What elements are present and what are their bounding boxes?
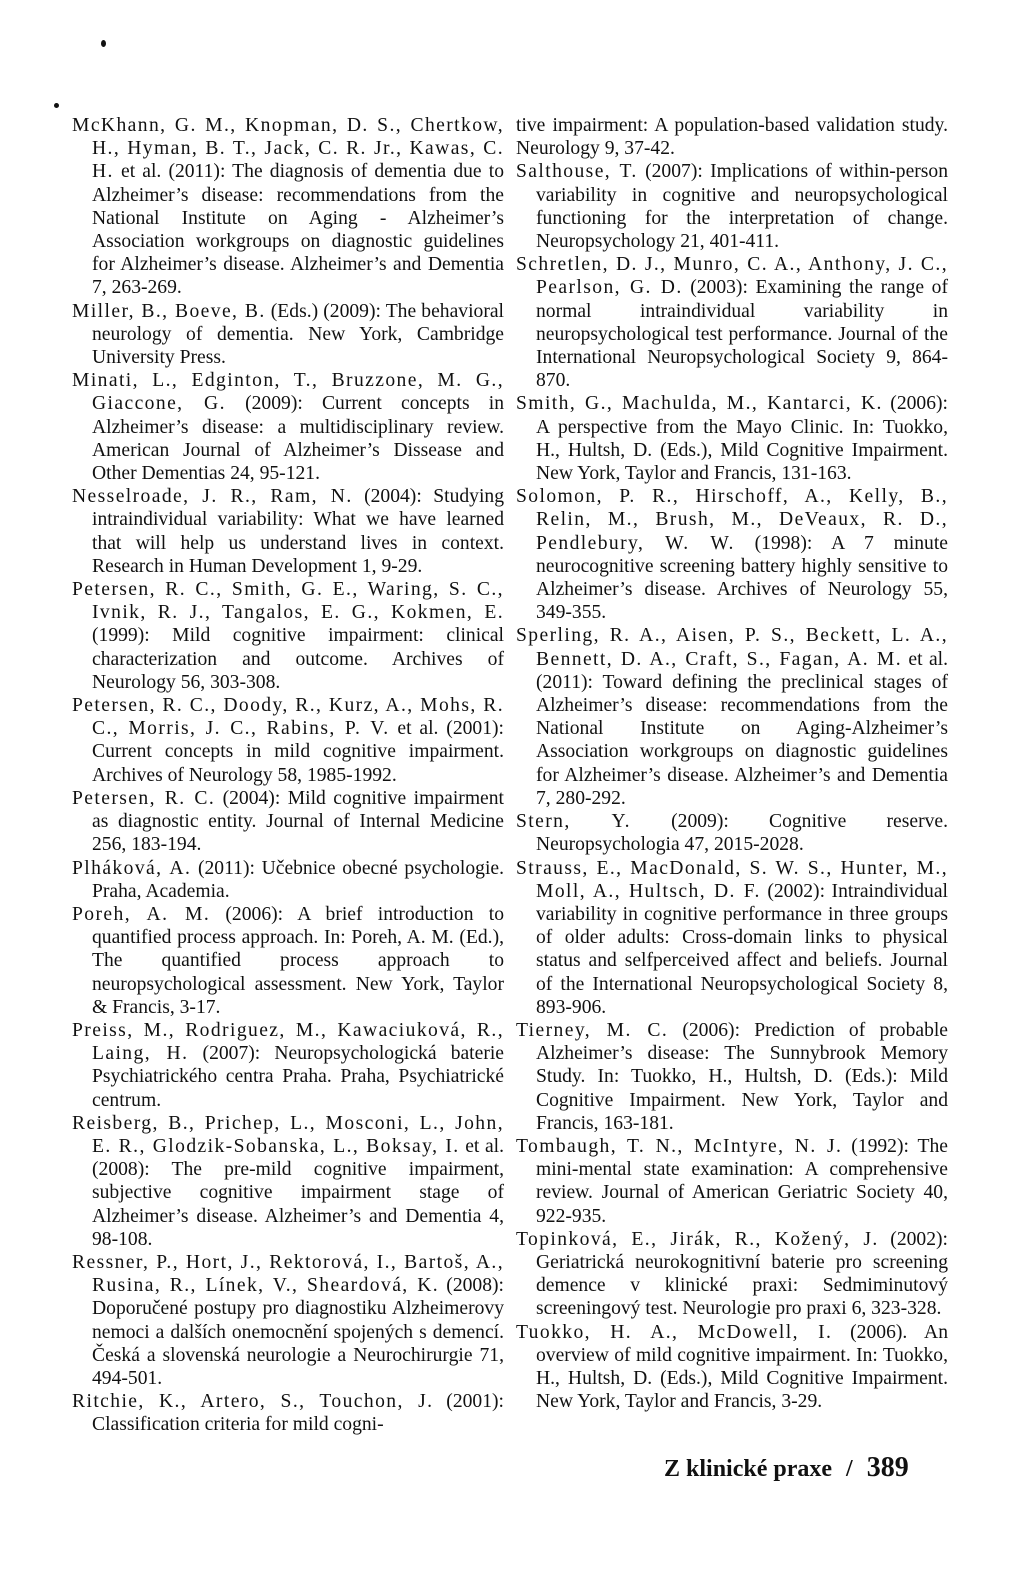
page-number: 389 [866,1452,909,1483]
scan-speck [101,40,106,47]
reference-details: et al. (2001): Current concepts in mild cognitive impairment. Archives of Neurology 58, 1985-1992. [92,718,504,786]
reference-details: (2008): Doporučené postupy pro diagnostiku Alzheimerovy nemoci a dalších onemocnění spojených s demencí. Česká a slovenská neurologie a Neurochirurgie 71, 494-501. [92,1275,504,1389]
reference-entry [516,624,948,810]
reference-details: et al. (2011): Toward defining the preclinical stages of Alzheimer’s disease: recommendations from the National Institute on Aging-Alzheimer’s Association workgroups on diagnostic guidelines for Alzheimer’s disease. Alzheimer’s and Dementia 7, 280-292. [536,648,948,809]
reference-entry [72,903,504,1019]
reference-entry [72,369,504,485]
reference-authors: Nesselroade, J. R., Ram, N. [72,486,353,508]
reference-details: (2002): Intraindividual variability in cognitive performance in three groups of older adults: Cross-domain links to physical status and selfperceived affect and beliefs. Journal of the International Neuropsychological Society 8, 893-906. [536,880,948,1018]
reference-details: (2011): Učebnice obecné psychologie. Praha, Academia. [92,857,504,902]
reference-details: et al. (2011): The diagnosis of dementia due to Alzheimer’s disease: recommendations from the National Institute on Aging - Alzheimer’s Association workgroups on diagnostic guidelines for Alzheimer’s disease. Alzheimer’s and Dementia 7, 263-269. [92,161,504,299]
reference-authors: Tombaugh, T. N., McIntyre, N. J. [516,1135,843,1157]
reference-details: (Eds.) (2009): The behavioral neurology of dementia. New York, Cambridge University Press. [92,300,504,369]
reference-authors: Tuokko, H. A., McDowell, I. [516,1321,833,1343]
reference-authors: Solomon, P. R., Hirschoff, A., Kelly, B., Relin, M., Brush, M., DeVeaux, R. D., Pendlebury, W. W. [516,486,948,554]
reference-entry [72,1112,504,1251]
reference-authors: Minati, L., Edginton, T., Bruzzone, M. G., Giaccone, G. [72,370,504,415]
reference-authors: Preiss, M., Rodriguez, M., Kawaciuková, R., Laing, H. [72,1019,504,1065]
reference-authors: Smith, G., Machulda, M., Kantarci, K. [516,393,883,415]
reference-authors: Ressner, P., Hort, J., Rektorová, I., Bartoš, A., Rusina, R., Línek, V., Sheardová, K. [72,1251,504,1297]
reference-details: (2006): A perspective from the Mayo Clinic. In: Tuokko, H., Hultsh, D. (Eds.), Mild Cognitive Impairment. New York, Taylor and Francis, 131-163. [536,393,948,485]
reference-entry [72,694,504,787]
reference-details: (1998): A 7 minute neurocognitive screening battery highly sensitive to Alzheimer’s disease. Archives of Neurology 55, 349-355. [536,532,948,624]
scan-speck [54,103,59,108]
reference-authors: Plháková, A. [72,857,192,879]
reference-authors: Salthouse, T. [516,161,638,183]
reference-entry [72,578,504,694]
reference-authors: Strauss, E., MacDonald, S. W. S., Hunter, M., Moll, A., Hultsch, D. F. [516,857,948,902]
reference-entry [516,1135,948,1228]
footer-section-name: Z klinické praxe [664,1456,833,1482]
footer-separator: / [846,1456,853,1482]
reference-entry [72,1390,504,1436]
reference-entry [516,1019,948,1135]
reference-authors: Schretlen, D. J., Munro, C. A., Anthony, J. C., Pearlson, G. D. [516,254,948,299]
reference-entry [516,114,948,160]
reference-entry [72,300,504,370]
reference-authors: Ritchie, K., Artero, S., Touchon, J. [72,1391,434,1413]
reference-details: (2001): Classification criteria for mild cogni- [92,1391,504,1436]
reference-details: (2006): Prediction of probable Alzheimer’s disease: The Sunnybrook Memory Study. In: Tuokko, H., Hultsh, D. (Eds.): Mild Cognitive Impairment. New York, Taylor and Francis, 163-181. [536,1019,949,1134]
reference-details: (2007): Neuropsychologická baterie Psychiatrického centra Praha. Praha, Psychiatrické centrum. [92,1043,504,1111]
reference-authors: Petersen, R. C., Smith, G. E., Waring, S. C., Ivnik, R. J., Tangalos, E. G., Kokmen, E. [72,579,504,624]
reference-entry [72,857,504,903]
reference-authors: Tierney, M. C. [516,1019,669,1041]
reference-details: et al. (2008): The pre-mild cognitive impairment, subjective cognitive impairment stage of Alzheimer’s disease. Alzheimer’s and Dementia 4, 98-108. [92,1135,504,1250]
reference-authors: Topinková, E., Jirák, R., Kožený, J. [516,1228,879,1250]
reference-details: (2003): Examining the range of normal intraindividual variability in neuropsychological test performance. Journal of the International Neuropsychological Society 9, 864-870. [536,277,948,392]
reference-authors: Poreh, A. M. [72,903,211,925]
reference-entry [516,1228,948,1321]
reference-entry [72,1019,504,1112]
reference-entry [72,787,504,857]
reference-entry [516,253,948,392]
reference-details: (1999): Mild cognitive impairment: clinical characterization and outcome. Archives of Neurology 56, 303-308. [92,625,504,693]
reference-authors: Sperling, R. A., Aisen, P. S., Beckett, L. A., Bennett, D. A., Craft, S., Fagan, A. M. [516,625,948,670]
reference-entry [516,392,948,485]
reference-entry [516,1321,948,1414]
reference-entry [72,1251,504,1390]
reference-authors: McKhann, G. M., Knopman, D. S., Chertkow, H., Hyman, B. T., Jack, C. R. Jr., Kawas, C. H. [72,115,504,183]
reference-details: tive impairment: A population-based validation study. Neurology 9, 37-42. [516,115,948,160]
reference-details: (2004): Mild cognitive impairment as diagnostic entity. Journal of Internal Medicine 256, 183-194. [92,787,504,856]
reference-authors: Petersen, R. C. [72,787,216,809]
reference-authors: Stern, Y. [516,811,631,833]
reference-details: (2006). An overview of mild cognitive impairment. In: Tuokko, H., Hultsh, D. (Eds.), Mild Cognitive Impairment. New York, Taylor and Francis, 3-29. [536,1321,948,1413]
page-footer [664,1452,964,1484]
reference-entry [516,810,948,856]
reference-entry [72,114,504,300]
reference-details: (2002): Geriatrická neurokognitivní baterie pro screening demence v klinické praxi: Sedmiminutový screeningový test. Neurologie pro praxi 6, 323-328. [536,1228,948,1320]
reference-entry [516,160,948,253]
reference-details: (2009): Cognitive reserve. Neuropsychologia 47, 2015-2028. [536,811,948,856]
reference-details: (2004): Studying intraindividual variability: What we have learned that will help us understand lives in context. Research in Human Development 1, 9-29. [92,486,504,577]
reference-authors: Miller, B., Boeve, B. [72,300,266,322]
reference-details: (2007): Implications of within-person variability in cognitive and neuropsychological functioning for the interpretation of change. Neuropsychology 21, 401-411. [536,161,949,253]
reference-entry [516,485,948,624]
reference-entry [72,485,504,578]
references-left-column [72,114,504,1437]
references-right-column [516,114,948,1413]
reference-authors: Petersen, R. C., Doody, R., Kurz, A., Mohs, R. C., Morris, J. C., Rabins, P. V. [72,695,504,740]
reference-details: (1992): The mini-mental state examination: A comprehensive review. Journal of American Geriatric Society 40, 922-935. [536,1135,949,1227]
reference-details: (2009): Current concepts in Alzheimer’s disease: a multidisciplinary review. American Journal of Alzheimer’s Dissease and Other Dementias 24, 95-121. [92,393,505,485]
reference-entry [516,857,948,1019]
reference-authors: Reisberg, B., Prichep, L., Mosconi, L., John, E. R., Glodzik-Sobanska, L., Boksay, I. [72,1112,504,1157]
reference-details: (2006): A brief introduction to quantified process approach. In: Poreh, A. M. (Ed.), The quantified process approach to neuropsychological assessment. New York, Taylor & Francis, 3-17. [92,903,505,1018]
